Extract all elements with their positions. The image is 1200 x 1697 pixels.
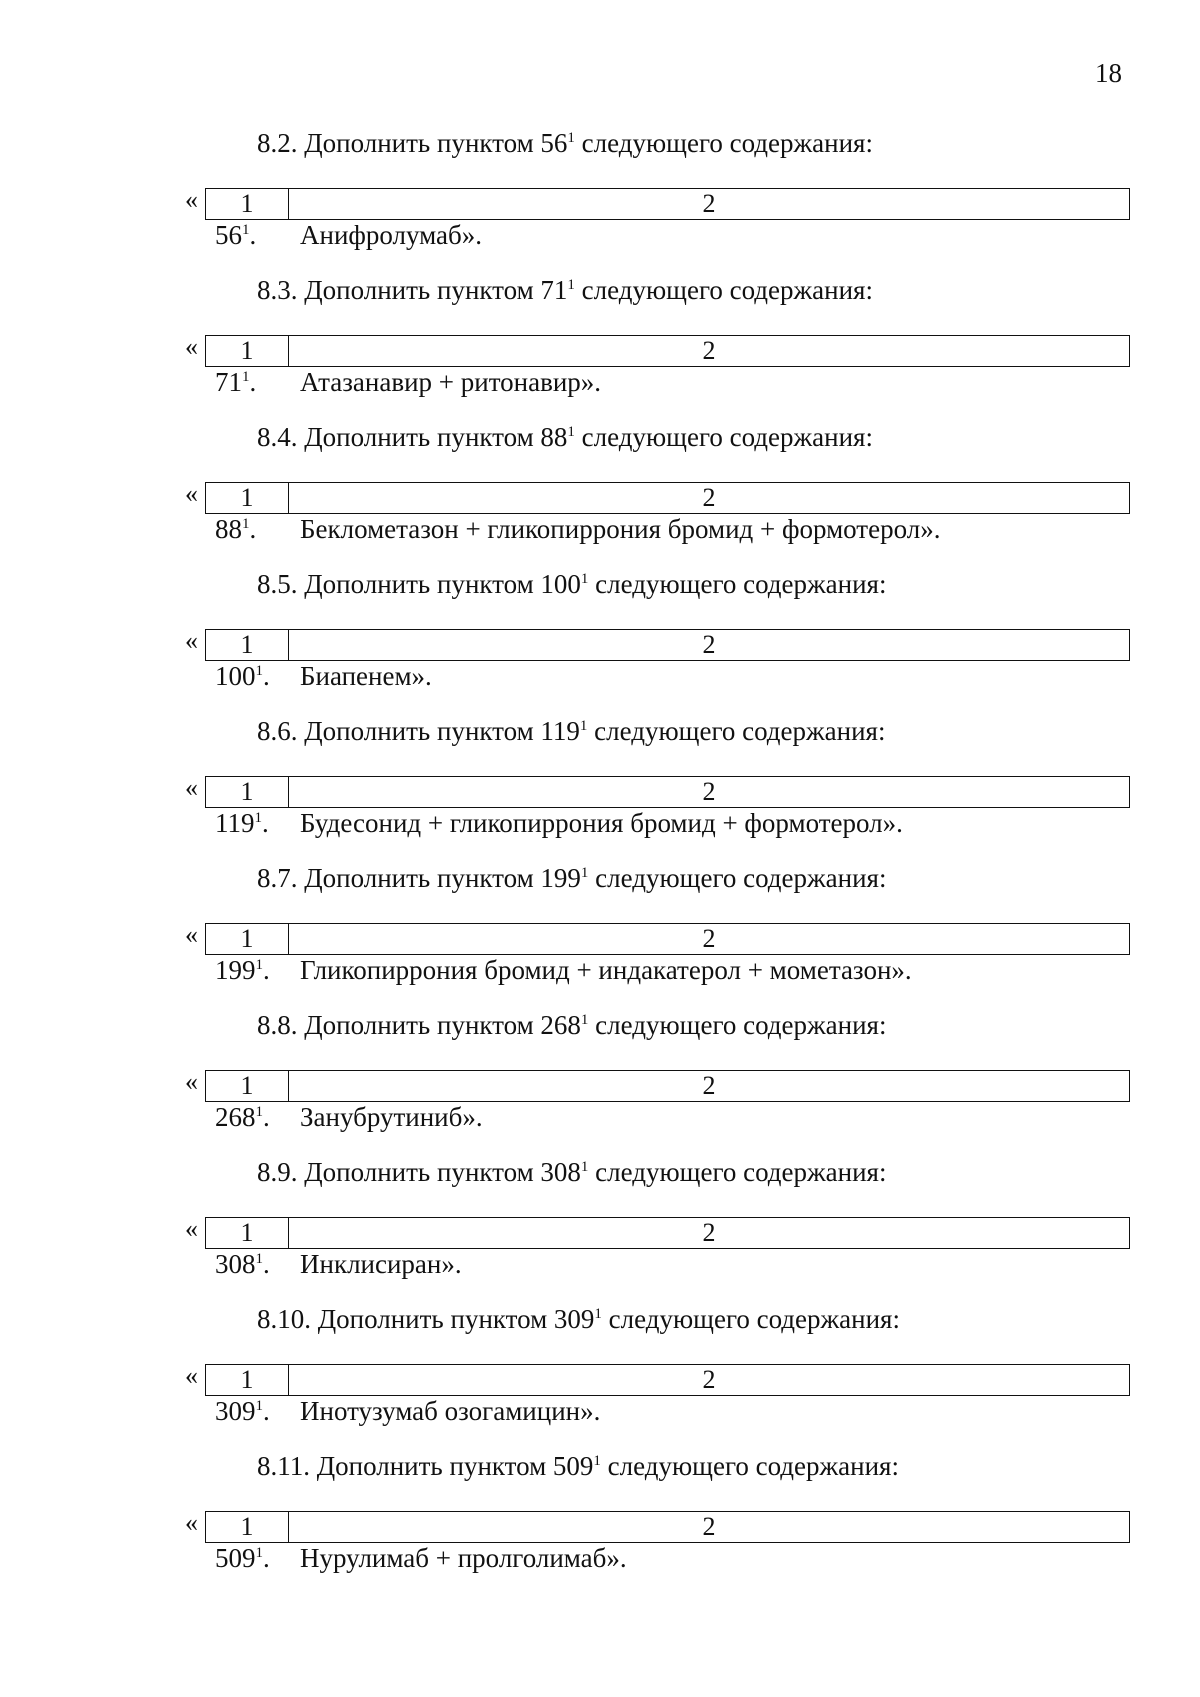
- heading-text: 8.5. Дополнить пунктом 100: [257, 569, 581, 599]
- column-header-table: [205, 188, 1130, 220]
- opening-quote: «: [185, 1067, 198, 1096]
- entry-number-dot: .: [249, 514, 257, 544]
- heading-superscript: 1: [594, 1306, 602, 1322]
- heading-tail: следующего содержания:: [588, 569, 887, 599]
- entry-number-value: 509: [215, 1543, 256, 1573]
- section-heading: [257, 422, 873, 453]
- amendment-section: [0, 716, 1200, 863]
- column-1-header: 1: [206, 630, 289, 660]
- heading-tail: следующего содержания:: [601, 1304, 900, 1334]
- entry-superscript: 1: [254, 810, 262, 826]
- heading-text: 8.6. Дополнить пунктом 119: [257, 716, 580, 746]
- column-1-header: 1: [206, 1512, 289, 1542]
- amendment-section: [0, 1157, 1200, 1304]
- heading-tail: следующего содержания:: [600, 1451, 899, 1481]
- section-heading: [257, 863, 886, 894]
- entry-number-value: 100: [215, 661, 256, 691]
- section-heading: [257, 1451, 899, 1482]
- column-2-header: 2: [702, 189, 716, 218]
- entry-number: [215, 220, 290, 251]
- entry-text: Инотузумаб озогамицин».: [300, 1396, 601, 1426]
- entry-row: [215, 514, 940, 545]
- entry-superscript: 1: [255, 1104, 263, 1120]
- entry-superscript: 1: [255, 1251, 263, 1267]
- entry-text: Беклометазон + гликопиррония бромид + формотерол».: [300, 514, 941, 544]
- entry-number-value: 88: [215, 514, 242, 544]
- entry-text: Инклисиран».: [300, 1249, 462, 1279]
- column-1-header: 1: [206, 924, 289, 954]
- opening-quote: «: [185, 332, 198, 361]
- entry-number-value: 56: [215, 220, 242, 250]
- section-heading: [257, 569, 886, 600]
- section-heading: [257, 1157, 886, 1188]
- entry-text: Занубрутиниб».: [300, 1102, 483, 1132]
- entry-number-dot: .: [263, 1396, 270, 1426]
- entry-text: Нурулимаб + пролголимаб».: [300, 1543, 627, 1573]
- entry-number-value: 199: [215, 955, 256, 985]
- heading-text: 8.8. Дополнить пунктом 268: [257, 1010, 581, 1040]
- column-header-table: [205, 923, 1130, 955]
- entry-number-value: 268: [215, 1102, 256, 1132]
- heading-tail: следующего содержания:: [588, 1157, 887, 1187]
- entry-number: [215, 808, 290, 839]
- amendment-section: [0, 863, 1200, 1010]
- entry-text: Гликопиррония бромид + индакатерол + мометазон».: [300, 955, 912, 985]
- heading-tail: следующего содержания:: [574, 422, 873, 452]
- entry-number-value: 71: [215, 367, 242, 397]
- entry-number-dot: .: [263, 955, 270, 985]
- column-2-header: 2: [702, 777, 716, 806]
- entry-text: Анифролумаб».: [300, 220, 483, 250]
- amendment-section: [0, 275, 1200, 422]
- amendment-section: [0, 569, 1200, 716]
- heading-text: 8.2. Дополнить пунктом 56: [257, 128, 568, 158]
- section-heading: [257, 716, 885, 747]
- column-1-header: 1: [206, 1365, 289, 1395]
- heading-text: 8.4. Дополнить пунктом 88: [257, 422, 568, 452]
- amendment-section: [0, 1304, 1200, 1451]
- column-1-header: 1: [206, 777, 289, 807]
- entry-number-value: 119: [215, 808, 255, 838]
- column-header-table: [205, 1364, 1130, 1396]
- entry-superscript: 1: [255, 1398, 263, 1414]
- page-number: 18: [1095, 58, 1122, 88]
- entry-row: [215, 367, 601, 398]
- entry-number: [215, 1543, 290, 1574]
- entry-superscript: 1: [242, 222, 250, 238]
- heading-superscript: 1: [580, 571, 589, 587]
- entry-number-value: 309: [215, 1396, 256, 1426]
- entry-row: [215, 1249, 462, 1280]
- entry-text: Биапенем».: [300, 661, 432, 691]
- column-1-header: 1: [206, 336, 289, 366]
- amendment-section: [0, 422, 1200, 569]
- heading-superscript: 1: [567, 424, 575, 440]
- column-header-table: [205, 1070, 1130, 1102]
- column-2-header: 2: [702, 483, 716, 512]
- heading-text: 8.9. Дополнить пунктом 308: [257, 1157, 581, 1187]
- section-heading: [257, 275, 873, 306]
- entry-row: [215, 661, 432, 692]
- opening-quote: «: [185, 626, 198, 655]
- heading-superscript: 1: [567, 277, 575, 293]
- heading-tail: следующего содержания:: [587, 716, 886, 746]
- entry-number: [215, 1102, 290, 1133]
- column-1-header: 1: [206, 1218, 289, 1248]
- entry-number: [215, 955, 290, 986]
- entry-number-dot: .: [249, 220, 257, 250]
- entry-number-dot: .: [262, 808, 269, 838]
- amendment-section: [0, 128, 1200, 275]
- entry-superscript: 1: [242, 516, 250, 532]
- heading-superscript: 1: [580, 1159, 589, 1175]
- column-2-header: 2: [702, 1071, 716, 1100]
- opening-quote: «: [185, 920, 198, 949]
- column-2-header: 2: [702, 336, 716, 365]
- column-1-header: 1: [206, 483, 289, 513]
- column-2-header: 2: [702, 630, 716, 659]
- entry-superscript: 1: [255, 1545, 263, 1561]
- column-header-table: [205, 482, 1130, 514]
- entry-number-dot: .: [263, 1102, 270, 1132]
- entry-superscript: 1: [255, 957, 263, 973]
- column-2-header: 2: [702, 1365, 716, 1394]
- entry-row: [215, 1543, 627, 1574]
- column-2-header: 2: [702, 924, 716, 953]
- heading-text: 8.3. Дополнить пунктом 71: [257, 275, 568, 305]
- column-header-table: [205, 629, 1130, 661]
- heading-text: 8.10. Дополнить пунктом 309: [257, 1304, 595, 1334]
- entry-number-dot: .: [249, 367, 257, 397]
- column-2-header: 2: [702, 1512, 716, 1541]
- heading-superscript: 1: [580, 1012, 589, 1028]
- opening-quote: «: [185, 479, 198, 508]
- section-heading: [257, 1304, 900, 1335]
- entry-row: [215, 220, 482, 251]
- opening-quote: «: [185, 185, 198, 214]
- opening-quote: «: [185, 1361, 198, 1390]
- entry-superscript: 1: [242, 369, 250, 385]
- heading-superscript: 1: [579, 718, 588, 734]
- heading-superscript: 1: [593, 1453, 601, 1469]
- entry-number: [215, 367, 290, 398]
- entry-number-value: 308: [215, 1249, 256, 1279]
- entry-number-dot: .: [263, 1249, 270, 1279]
- heading-superscript: 1: [567, 130, 575, 146]
- opening-quote: «: [185, 1508, 198, 1537]
- column-header-table: [205, 335, 1130, 367]
- heading-tail: следующего содержания:: [588, 863, 887, 893]
- opening-quote: «: [185, 773, 198, 802]
- heading-text: 8.11. Дополнить пунктом 509: [257, 1451, 594, 1481]
- heading-tail: следующего содержания:: [588, 1010, 887, 1040]
- document-body: [0, 128, 1200, 1598]
- column-2-header: 2: [702, 1218, 716, 1247]
- entry-number: [215, 661, 290, 692]
- entry-row: [215, 1396, 600, 1427]
- entry-superscript: 1: [255, 663, 263, 679]
- heading-superscript: 1: [580, 865, 589, 881]
- heading-tail: следующего содержания:: [574, 128, 873, 158]
- entry-number-dot: .: [263, 1543, 270, 1573]
- entry-number: [215, 1396, 290, 1427]
- entry-row: [215, 1102, 483, 1133]
- opening-quote: «: [185, 1214, 198, 1243]
- amendment-section: [0, 1010, 1200, 1157]
- entry-number-dot: .: [263, 661, 270, 691]
- section-heading: [257, 128, 873, 159]
- entry-number: [215, 1249, 290, 1280]
- column-header-table: [205, 1217, 1130, 1249]
- entry-row: [215, 808, 903, 839]
- column-1-header: 1: [206, 1071, 289, 1101]
- column-1-header: 1: [206, 189, 289, 219]
- section-heading: [257, 1010, 886, 1041]
- entry-number: [215, 514, 290, 545]
- column-header-table: [205, 776, 1130, 808]
- heading-text: 8.7. Дополнить пунктом 199: [257, 863, 581, 893]
- entry-text: Будесонид + гликопиррония бромид + формотерол».: [300, 808, 903, 838]
- amendment-section: [0, 1451, 1200, 1598]
- column-header-table: [205, 1511, 1130, 1543]
- entry-text: Атазанавир + ритонавир».: [300, 367, 602, 397]
- heading-tail: следующего содержания:: [574, 275, 873, 305]
- entry-row: [215, 955, 912, 986]
